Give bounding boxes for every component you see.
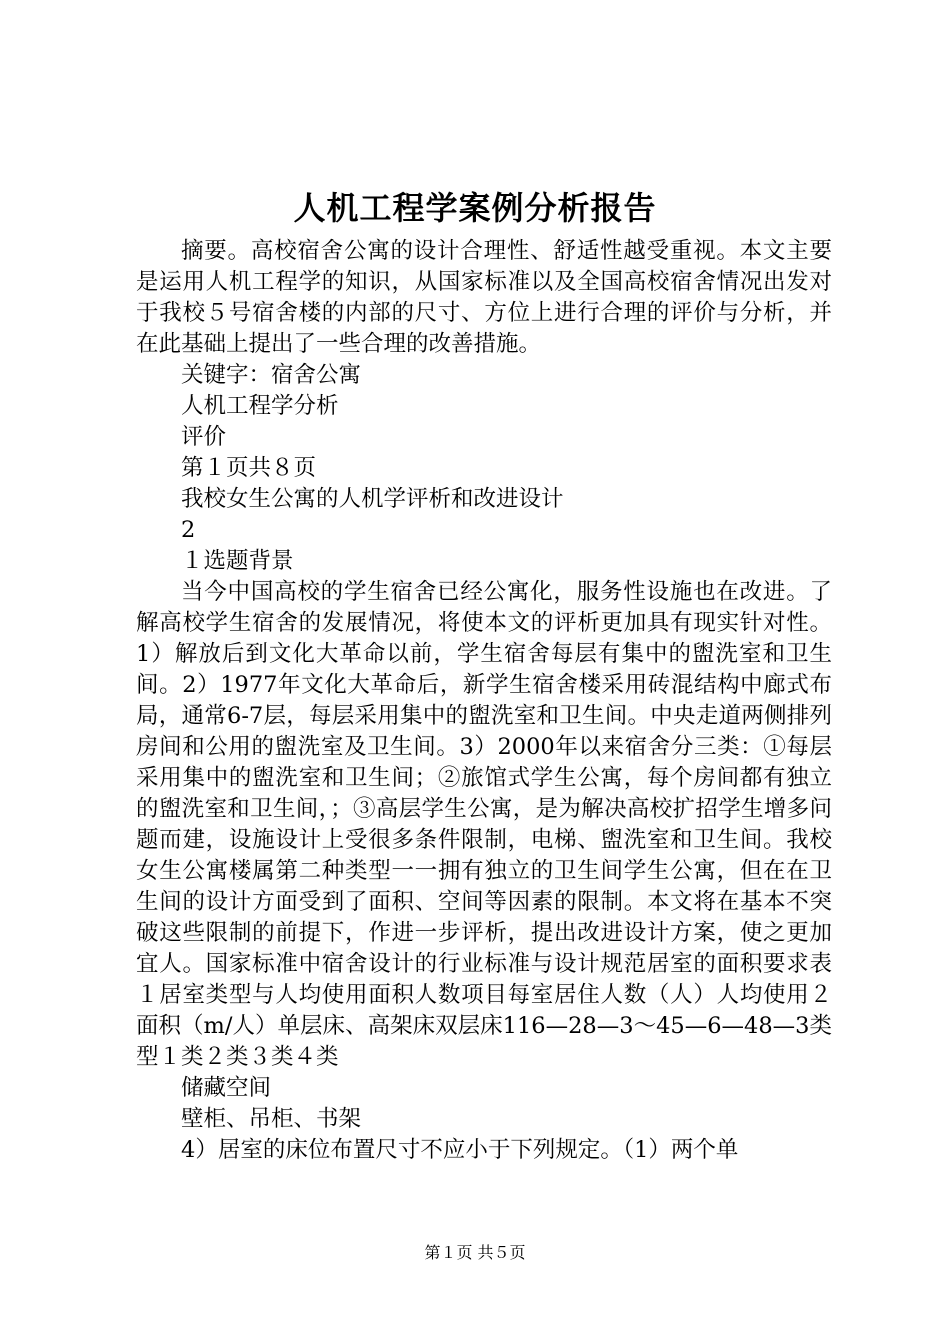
- document-body: [136, 236, 832, 1166]
- last-paragraph: 4）居室的床位布置尺寸不应小于下列规定。（1）两个单: [181, 1137, 739, 1163]
- body-paragraph: 当今中国高校的学生宿舍已经公寓化，服务性设施也在改进。了解高校学生宿舍的发展情况，将使本文的评析更加具有现实针对性。1）解放后到文化大革命以前，学生宿舍每层有集中的盥洗室和卫生间。2）1977年文化大革命后，新学生宿舍楼采用砖混结构中廊式布局，通常6-7层，每层采用集中的盥洗室和卫生间。中央走道两侧排列房间和公用的盥洗室及卫生间。3）2000年以来宿舍分三类：①每层采用集中的盥洗室和卫生间；②旅馆式学生公寓，每个房间都有独立的盥洗室和卫生间，；③高层学生公寓，是为解决高校扩招学生增多问题而建，设施设计上受很多条件限制，电梯、盥洗室和卫生间。我校女生公寓楼属第二种类型一一拥有独立的卫生间学生公寓，但在在卫生间的设计方面受到了面积、空间等因素的限制。本文将在基本不突破这些限制的前提下，作进一步评析，提出改进设计方案，使之更加宜人。国家标准中宿舍设计的行业标准与设计规范居室的面积要求表１居室类型与人均使用面积人数项目每室居住人数（人）人均使用２面积（m/人）单层床、高架床双层床116—28—3～45—6—48—3类型１类２类３类４类: [136, 579, 832, 1070]
- subtitle: 我校女生公寓的人机学评析和改进设计: [181, 486, 564, 512]
- document-title: 人机工程学案例分析报告: [293, 189, 657, 227]
- storage-items: 壁柜、吊柜、书架: [181, 1106, 362, 1132]
- keyword-item: 人机工程学分析: [181, 393, 339, 419]
- abstract-paragraph: 摘要。高校宿舍公寓的设计合理性、舒适性越受重视。本文主要是运用人机工程学的知识，从国家标准以及全国高校宿舍情况出发对于我校５号宿舍楼的内部的尺寸、方位上进行合理的评价与分析，并在此基础上提出了一些合理的改善措施。: [136, 238, 832, 357]
- keywords-line: 关键字：宿舍公寓: [181, 362, 362, 388]
- section-heading: １选题背景: [181, 548, 294, 574]
- page-footer: 第１页 共５页: [424, 1243, 526, 1262]
- number-line: 2: [181, 517, 196, 543]
- keyword-item: 评价: [181, 424, 227, 450]
- storage-line: 储藏空间: [181, 1075, 272, 1101]
- page-marker: 第１页共８页: [181, 455, 317, 481]
